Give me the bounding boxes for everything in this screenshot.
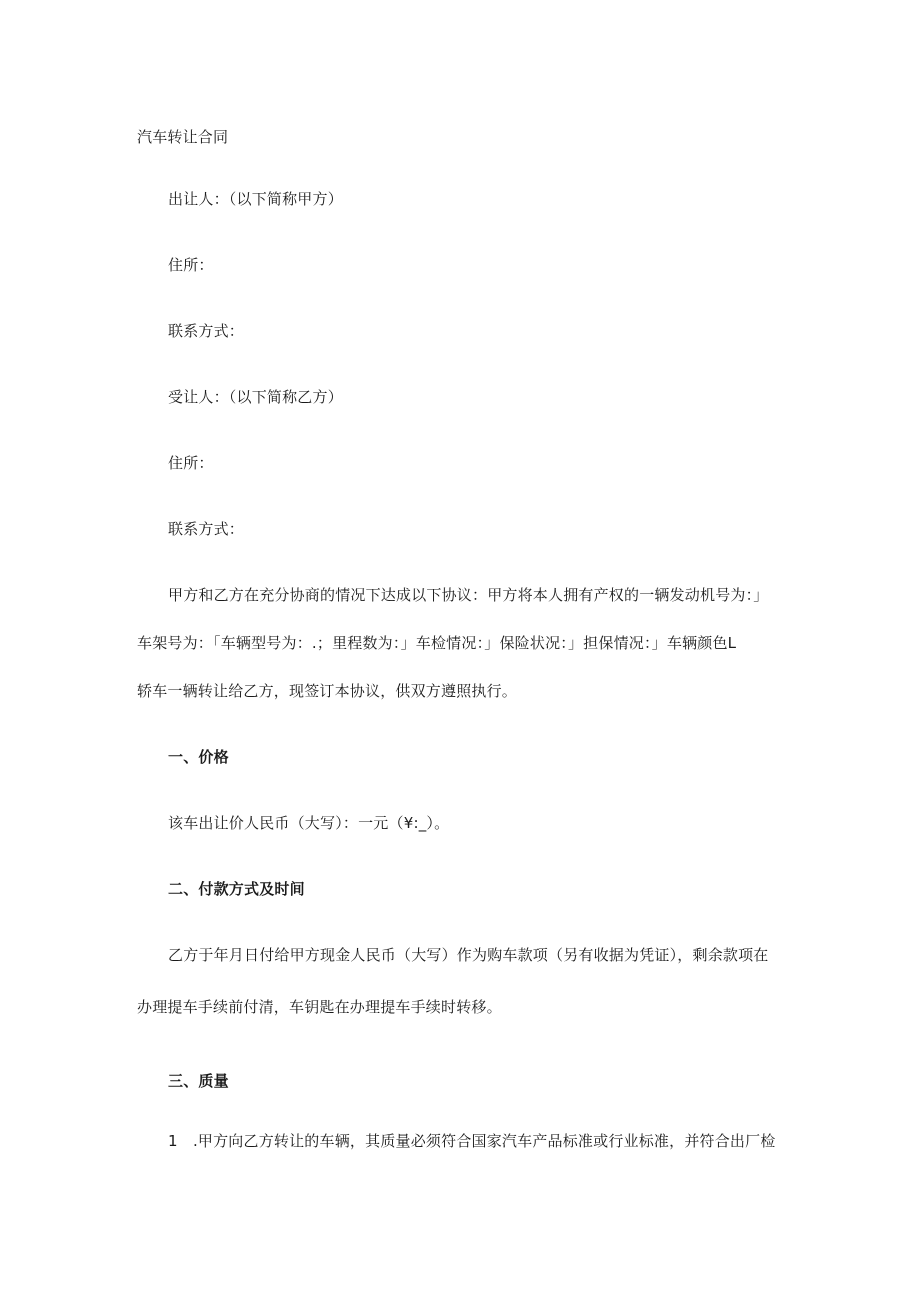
buyer-label: 受让人：（以下简称乙方）: [168, 388, 343, 406]
price-text: 该车出让价人民币（大写）：一元（¥:_）。: [168, 814, 450, 832]
section-heading-quality: 三、质量: [168, 1072, 229, 1090]
agreement-paragraph-line3: 轿车一辆转让给乙方，现签订本协议，供双方遵照执行。: [137, 682, 518, 700]
payment-text-line2: 办理提车手续前付清，车钥匙在办理提车手续时转移。: [137, 998, 502, 1016]
quality-item-1: 1 .甲方向乙方转让的车辆，其质量必须符合国家汽车产品标准或行业标准，并符合出厂检: [168, 1132, 776, 1150]
payment-text-line1: 乙方于年月日付给甲方现金人民币（大写）作为购车款项（另有收据为凭证），剩余款项在: [168, 946, 769, 964]
agreement-paragraph-line1: 甲方和乙方在充分协商的情况下达成以下协议：甲方将本人拥有产权的一辆发动机号为：」: [168, 586, 769, 604]
section-heading-price: 一、价格: [168, 748, 229, 766]
agreement-paragraph-line2: 车架号为：「车辆型号为：.；里程数为：」车检情况：」保险状况：」担保情况：」车辆颜色L: [137, 634, 737, 652]
document-title: 汽车转让合同: [137, 128, 229, 146]
seller-label: 出让人：（以下简称甲方）: [168, 190, 343, 208]
seller-address: 住所：: [168, 256, 214, 274]
buyer-contact: 联系方式：: [168, 520, 245, 538]
seller-contact: 联系方式：: [168, 322, 245, 340]
section-heading-payment: 二、付款方式及时间: [168, 880, 305, 898]
buyer-address: 住所：: [168, 454, 214, 472]
